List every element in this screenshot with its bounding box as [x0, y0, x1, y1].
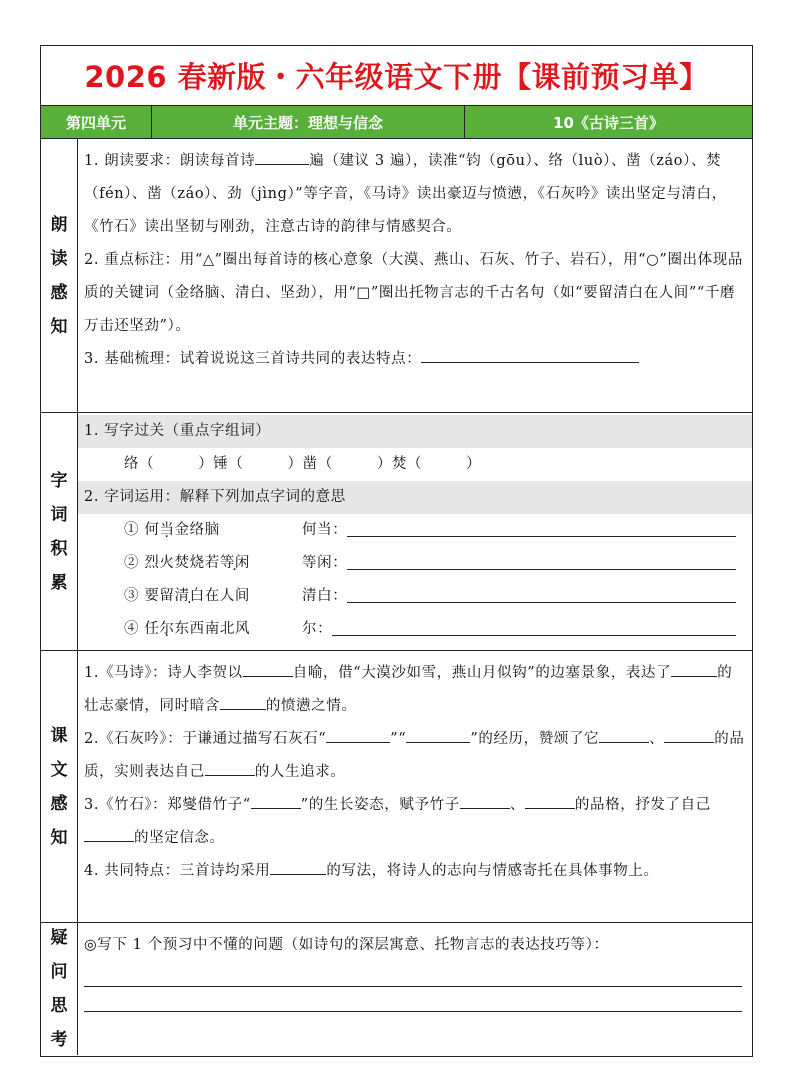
summary-blank[interactable]: [421, 344, 639, 363]
summary-question: 3. 基础梳理：试着说说这三首诗共同的表达特点：: [84, 343, 746, 376]
answer-blank[interactable]: [270, 856, 326, 875]
section-label-reading: 朗 读 感 知: [41, 139, 78, 412]
answer-blank[interactable]: [205, 757, 255, 776]
usage-heading: 2. 字词运用：解释下列加点字词的意思: [78, 481, 752, 514]
answer-blank[interactable]: [243, 658, 293, 677]
word-build-row: 络（ ）锤（ ）凿（ ）焚（ ）: [124, 456, 482, 472]
meaning-blank[interactable]: [347, 514, 736, 537]
meaning-row: ② 烈火焚烧若等闲 等闲：: [84, 547, 746, 580]
common-feature-question: 4. 共同特点：三首诗均采用 的写法，将诗人的志向与情感寄托在具体事物上。: [84, 855, 746, 888]
meaning-blank[interactable]: [347, 547, 736, 570]
answer-blank[interactable]: [84, 823, 134, 842]
section-text: [41, 651, 752, 923]
worksheet: [40, 45, 753, 1057]
shi-hui-yin-question: 2.《石灰吟》：于谦通过描写石灰石“ ”“ ”的经历，赞颂了它 、 的品质，实则表达自己 的人生追求。: [84, 723, 746, 789]
section-body-text: [78, 651, 752, 922]
answer-blank[interactable]: [251, 790, 301, 809]
unit-label: 第四单元: [41, 106, 152, 138]
meaning-row: ③ 要留清白在人间 清白：: [84, 580, 746, 613]
section-label-text: 课 文 感 知: [41, 651, 78, 922]
section-body-vocab: [78, 413, 752, 650]
answer-line[interactable]: [84, 962, 742, 987]
section-reading: [41, 139, 752, 413]
writing-heading: 1. 写字过关（重点字组词）: [78, 415, 752, 448]
unit-theme: 单元主题：理想与信念: [152, 106, 465, 138]
ma-shi-question: 1.《马诗》：诗人李贺以 自喻，借“大漠沙如雪，燕山月似钩”的边塞景象，表达了 的壮志豪情，同时暗含 的愤懑之情。: [84, 657, 746, 723]
answer-blank[interactable]: [220, 691, 266, 710]
section-label-vocab: 字 词 积 累: [41, 413, 78, 650]
meaning-row: ① 何当金络脑 何当：: [84, 514, 746, 547]
section-question: [41, 923, 752, 1055]
reading-times-blank[interactable]: [255, 146, 309, 165]
zhu-shi-question: 3.《竹石》：郑燮借竹子“ ”的生长姿态，赋予竹子 、 的品格，抒发了自己的坚定信念。: [84, 789, 746, 855]
meaning-blank[interactable]: [332, 613, 736, 636]
answer-blank[interactable]: [671, 658, 717, 677]
answer-blank[interactable]: [406, 724, 470, 743]
answer-line[interactable]: [84, 987, 742, 1012]
section-label-question: 疑 问 思 考: [41, 923, 78, 1055]
answer-blank[interactable]: [326, 724, 390, 743]
marking-instruction: 2. 重点标注：用“△”圈出每首诗的核心意象（大漠、燕山、石灰、竹子、岩石），用“○”圈出体现品质的关键词（金络脑、清白、坚劲），用“□”圈出托物言志的千古名句（如“要留清白在人间”“千磨万击还坚劲”）。: [84, 252, 743, 334]
meaning-blank[interactable]: [347, 580, 736, 603]
answer-blank[interactable]: [460, 790, 510, 809]
lesson-title: 10《古诗三首》: [553, 113, 664, 132]
section-body-reading: [78, 139, 752, 412]
question-prompt: ◎写下 1 个预习中不懂的问题（如诗句的深层寓意、托物言志的表达技巧等）：: [84, 937, 609, 953]
reading-requirement: 1. 朗读要求：朗读每首诗 遍（建议 3 遍），读准“钧（gōu）、络（luò）、凿（záo）、焚（fén）、凿（záo）、劲（jìng）”等字音，《马诗》读出豪迈与愤懑，《石灰吟》读出坚定与清白，《竹石》读出坚韧与刚劲，注意古诗的韵律与情感契合。: [84, 145, 746, 244]
page-title: 2026 春新版・六年级语文下册【课前预习单】: [41, 46, 752, 106]
answer-blank[interactable]: [664, 724, 714, 743]
answer-blank[interactable]: [599, 724, 649, 743]
section-vocab: [41, 413, 752, 651]
section-body-question: [78, 923, 752, 1055]
unit-bar: [41, 106, 752, 139]
meaning-row: ④ 任尔东西南北风 尔：: [84, 613, 746, 646]
answer-blank[interactable]: [525, 790, 575, 809]
